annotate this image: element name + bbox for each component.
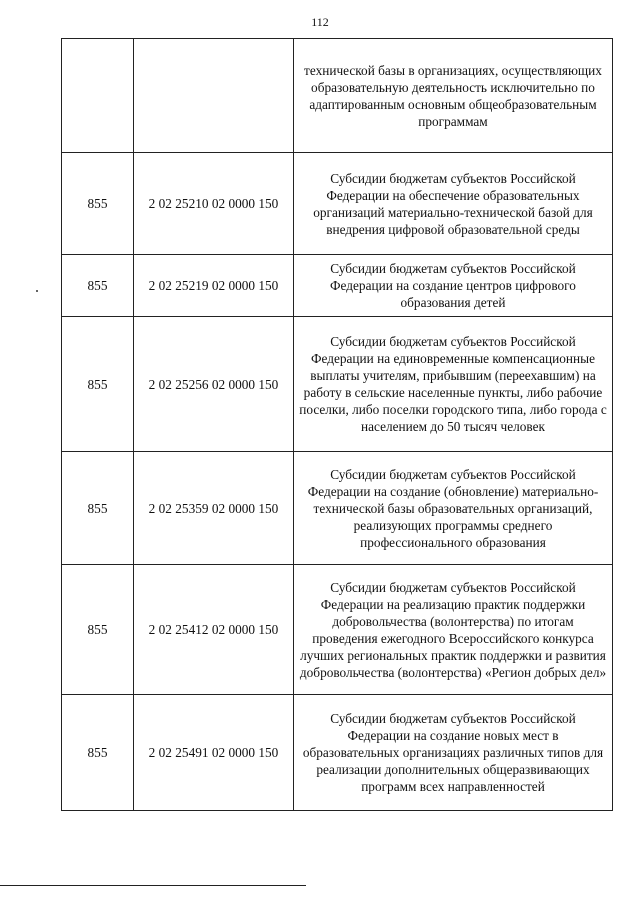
admin-code-cell: 855 <box>62 452 134 565</box>
table-row <box>62 695 613 811</box>
admin-code-cell: 855 <box>62 317 134 452</box>
budget-code-cell: 2 02 25256 02 0000 150 <box>134 317 294 452</box>
revenue-name-cell: Субсидии бюджетам субъектов Российской Федерации на создание новых мест в образовательных организациях различных типов для реализации дополнительных общеразвивающих программ всех направленностей <box>294 695 613 811</box>
table-row <box>62 255 613 317</box>
revenue-name-cell: Субсидии бюджетам субъектов Российской Федерации на единовременные компенсационные выплаты учителям, прибывшим (переехавшим) на работу в сельские населенные пункты, либо рабочие поселки, либо поселки городского типа, либо города с населением до 50 тысяч человек <box>294 317 613 452</box>
budget-code-cell: 2 02 25219 02 0000 150 <box>134 255 294 317</box>
admin-code-cell: 855 <box>62 695 134 811</box>
table-row <box>62 317 613 452</box>
admin-code-cell <box>62 39 134 153</box>
revenue-name-cell: Субсидии бюджетам субъектов Российской Федерации на обеспечение образовательных организаций материально-технической базой для внедрения цифровой образовательной среды <box>294 153 613 255</box>
admin-code-cell: 855 <box>62 255 134 317</box>
budget-code-cell: 2 02 25210 02 0000 150 <box>134 153 294 255</box>
scan-artifact-dot <box>36 290 38 292</box>
table-row <box>62 39 613 153</box>
budget-code-cell: 2 02 25491 02 0000 150 <box>134 695 294 811</box>
table-row <box>62 452 613 565</box>
budget-code-cell <box>134 39 294 153</box>
budget-code-cell: 2 02 25359 02 0000 150 <box>134 452 294 565</box>
budget-code-cell: 2 02 25412 02 0000 150 <box>134 565 294 695</box>
revenue-name-cell: Субсидии бюджетам субъектов Российской Федерации на создание (обновление) материально-технической базы образовательных организаций, реализующих программы среднего профессионального образования <box>294 452 613 565</box>
admin-code-cell: 855 <box>62 153 134 255</box>
table-row <box>62 153 613 255</box>
admin-code-cell: 855 <box>62 565 134 695</box>
footnote-divider <box>0 885 306 886</box>
page-number: 112 <box>311 15 329 29</box>
revenue-name-cell: Субсидии бюджетам субъектов Российской Федерации на реализацию практик поддержки добровольчества (волонтерства) по итогам проведения ежегодного Всероссийского конкурса лучших региональных практик поддержки и развития добровольчества (волонтерства) «Регион добрых дел» <box>294 565 613 695</box>
revenue-name-cell: технической базы в организациях, осуществляющих образовательную деятельность исключительно по адаптированным основным общеобразовательным программам <box>294 39 613 153</box>
revenue-name-cell: Субсидии бюджетам субъектов Российской Федерации на создание центров цифрового образования детей <box>294 255 613 317</box>
table-row <box>62 565 613 695</box>
revenue-codes-table <box>61 38 613 811</box>
